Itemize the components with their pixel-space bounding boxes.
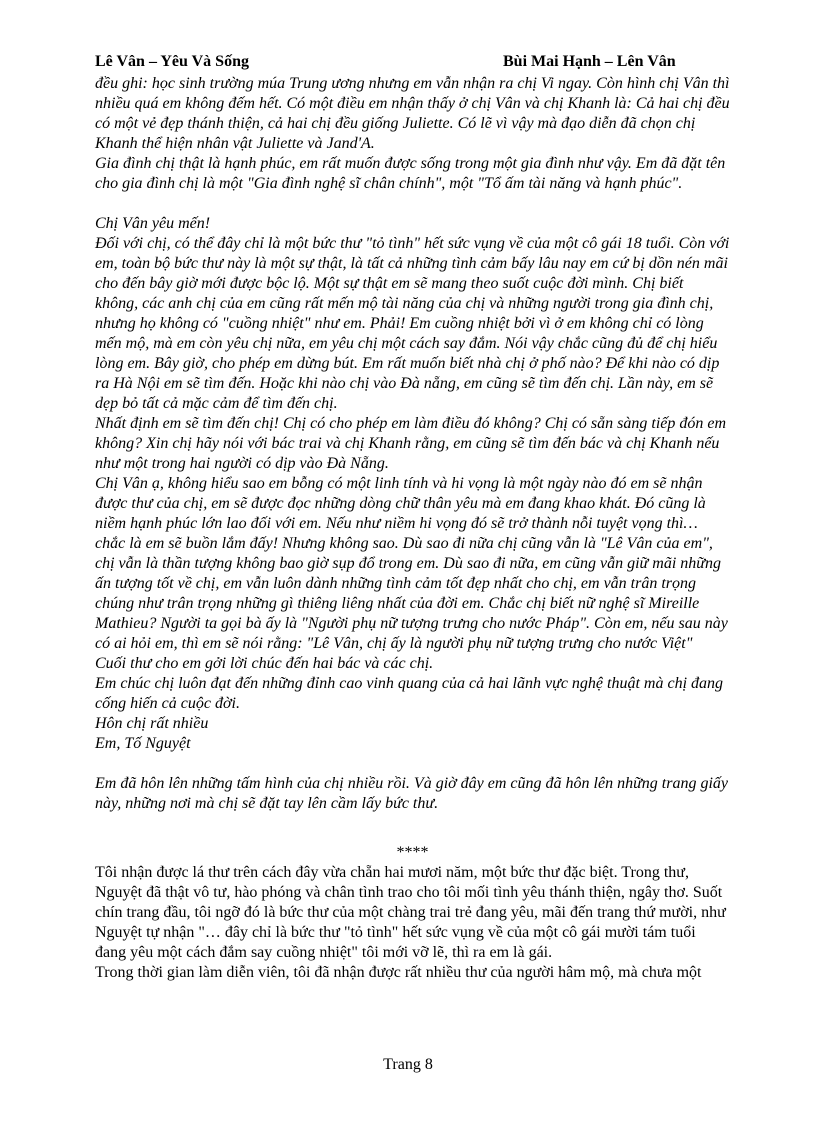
- narrative-paragraph: Trong thời gian làm diễn viên, tôi đã nhận được rất nhiều thư của người hâm mộ, mà chưa một: [95, 964, 702, 981]
- letter-signature: Em, Tố Nguyệt: [95, 735, 191, 752]
- letter-postscript: Em đã hôn lên những tấm hình của chị nhiều rồi. Và giờ đây em cũng đã hôn lên những trang giấy này, những nơi mà chị sẽ đặt tay lên cầm lấy bức thư.: [95, 775, 729, 812]
- letter-paragraph: đều ghi: học sinh trường múa Trung ương nhưng em vẫn nhận ra chị Vi ngay. Còn hình chị Vân thì nhiều quá em không đếm hết. Có một điều em nhận thấy ở chị Vân và chị Khanh là: Cả hai chị đều có một vẻ đẹp thánh thiện, cả hai chị đều giống Juliette. Có lẽ vì vậy mà đạo diễn đã chọn chị Khanh thể hiện nhân vật Juliette và Jand'A.: [95, 75, 730, 152]
- section-separator: ****: [396, 844, 429, 861]
- letter-paragraph: Chị Vân ạ, không hiểu sao em bỗng có một linh tính và hi vọng là một ngày nào đó em sẽ nhận được thư của chị, em sẽ được đọc những dòng chữ thân yêu mà em đang khao khát. Đó cũng là niềm hạnh phúc lớn lao đối với em. Nếu như niềm hi vọng đó sẽ trở thành nỗi tuyệt vọng thì… chắc là em sẽ buồn lắm đấy! Nhưng không sao. Dù sao đi nữa chị cũng vẫn là "Lê Vân của em", chị vẫn là thần tượng không bao giờ sụp đổ trong em. Dù sao đi nữa, em cũng vẫn giữ mãi những ấn tượng tốt về chị, em vẫn luôn dành những tình cảm tốt đẹp nhất cho chị, em vẫn trân trọng chúng như trân trọng những gì thiêng liêng nhất của đời em. Chắc chị biết nữ nghệ sĩ Mireille Mathieu? Người ta gọi bà ấy là "Người phụ nữ tượng trưng cho nước Pháp". Còn em, nếu sau này có ai hỏi em, thì em sẽ nói rằng: "Lê Vân, chị ấy là người phụ nữ tượng trưng cho nước Việt": [95, 475, 728, 652]
- document-body: [95, 74, 730, 983]
- paragraph-gap: [95, 814, 730, 834]
- letter-paragraph: Em chúc chị luôn đạt đến những đỉnh cao vinh quang của cả hai lãnh vực nghệ thuật mà chị đang cống hiến cả cuộc đời.: [95, 675, 724, 712]
- page-number: Trang 8: [383, 1056, 433, 1073]
- letter-salutation: Chị Vân yêu mến!: [95, 215, 211, 232]
- paragraph-gap: [95, 754, 730, 774]
- letter-closing: Hôn chị rất nhiều: [95, 715, 209, 732]
- letter-paragraph: Gia đình chị thật là hạnh phúc, em rất muốn được sống trong một gia đình như vậy. Em đã đặt tên cho gia đình chị là một "Gia đình nghệ sĩ chân chính", một "Tổ ấm tài năng và hạnh phúc".: [95, 155, 726, 192]
- letter-paragraph: Cuối thư cho em gởi lời chúc đến hai bác và các chị.: [95, 655, 434, 672]
- header-left-title: Lê Vân – Yêu Và Sống: [95, 53, 249, 70]
- letter-paragraph: Nhất định em sẽ tìm đến chị! Chị có cho phép em làm điều đó không? Chị có sẵn sàng tiếp đón em không? Xin chị hãy nói với bác trai và chị Khanh rằng, em cũng sẽ tìm đến bác và chị Khanh nếu như một trong hai người có dịp vào Đà Nẵng.: [95, 415, 727, 472]
- paragraph-gap: [95, 194, 730, 214]
- header-right-title: Bùi Mai Hạnh – Lên Vân: [503, 53, 676, 70]
- letter-paragraph: Đối với chị, có thể đây chỉ là một bức thư "tỏ tình" hết sức vụng về của một cô gái 18 tuổi. Còn với em, toàn bộ bức thư này là một sự thật, là tất cả những tình cảm bấy lâu nay em cứ bị dồn nén mãi cho đến bây giờ mới được bộc lộ. Một sự thật em sẽ mang theo suốt cuộc đời mình. Chị biết không, các anh chị của em cũng rất mến mộ tài năng của chị và những người trong gia đình chị, nhưng họ không có "cuồng nhiệt" như em. Phải! Em cuồng nhiệt bởi vì ở em không chỉ có lòng mến mộ, mà em còn yêu chị nữa, em yêu chị một cách say đắm. Nói vậy chắc cũng đủ để chị hiểu lòng em. Bây giờ, cho phép em dừng bút. Em rất muốn biết nhà chị ở phố nào? Để khi nào có dịp ra Hà Nội em sẽ tìm đến. Hoặc khi nào chị vào Đà nẵng, em cũng sẽ tìm đến chị. Lần này, em sẽ dẹp bỏ tất cả mặc cảm để tìm đến chị.: [95, 235, 730, 412]
- narrative-paragraph: Tôi nhận được lá thư trên cách đây vừa chẵn hai mươi năm, một bức thư đặc biệt. Trong thư, Nguyệt đã thật vô tư, hào phóng và chân tình trao cho tôi mối tình yêu thánh thiện, ngây thơ. Suốt chín trang đầu, tôi ngỡ đó là bức thư của một chàng trai trẻ đang yêu, mãi đến trang thứ mười, như Nguyệt tự nhận "… đây chỉ là bức thư "tỏ tình" hết sức vụng về của một cô gái mười tám tuổi đang yêu một cách đắm say cuồng nhiệt" tôi mới vỡ lẽ, thì ra em là gái.: [95, 864, 726, 961]
